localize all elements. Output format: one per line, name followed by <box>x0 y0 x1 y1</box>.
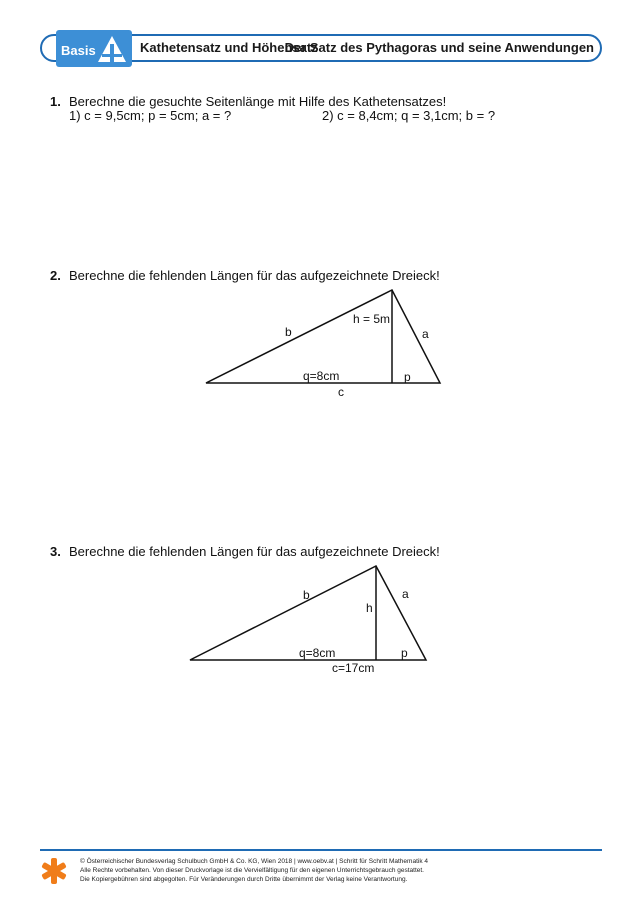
header-topic: Kathetensatz und Höhensatz <box>140 40 318 55</box>
task-3-label-q: q=8cm <box>299 646 336 660</box>
footer-line-3: Die Kopiergebühren sind abgegolten. Für Veränderungen durch Dritte übernimmt der Verlag keine Verantwortung. <box>80 876 408 883</box>
task-1-part-1: 1) c = 9,5cm; p = 5cm; a = ? <box>69 108 232 123</box>
task-2-label-b: b <box>285 325 292 339</box>
task-2-text: Berechne die fehlenden Längen für das aufgezeichnete Dreieck! <box>69 268 440 283</box>
task-2-label-q: q=8cm <box>303 369 340 383</box>
task-2-label-a: a <box>422 327 429 341</box>
task-3-label-a: a <box>402 587 409 601</box>
task-2-number: 2. <box>50 268 61 283</box>
task-3-label-h: h <box>366 601 373 615</box>
footer-copyright <box>80 857 428 884</box>
task-3-label-p: p <box>401 646 408 660</box>
footer-divider <box>40 849 602 851</box>
publisher-logo-icon <box>40 857 68 885</box>
footer-line-1: © Österreichischer Bundesverlag Schulbuch GmbH & Co. KG, Wien 2018 | www.oebv.at | Schritt für Schritt Mathematik 4 <box>80 858 428 865</box>
footer-line-2: Alle Rechte vorbehalten. Von dieser Druckvorlage ist die Vervielfältigung für den eigenen Unterrichtsgebrauch gestattet. <box>80 867 424 874</box>
task-3-label-c: c=17cm <box>332 661 375 675</box>
task-2-label-h: h = 5m <box>353 312 391 326</box>
task-1-text: Berechne die gesuchte Seitenlänge mit Hilfe des Kathetensatzes! <box>69 94 447 109</box>
task-2-label-p: p <box>404 370 411 384</box>
task-3-text: Berechne die fehlenden Längen für das aufgezeichnete Dreieck! <box>69 544 440 559</box>
task-1-part-2: 2) c = 8,4cm; q = 3,1cm; b = ? <box>322 108 496 123</box>
task-3-label-b: b <box>303 588 310 602</box>
header-title: Der Satz des Pythagoras und seine Anwendungen <box>284 40 594 55</box>
task-1-number: 1. <box>50 94 61 109</box>
level-badge-label: Basis <box>61 43 96 58</box>
task-2-label-c: c <box>338 385 344 399</box>
task-3-number: 3. <box>50 544 61 559</box>
